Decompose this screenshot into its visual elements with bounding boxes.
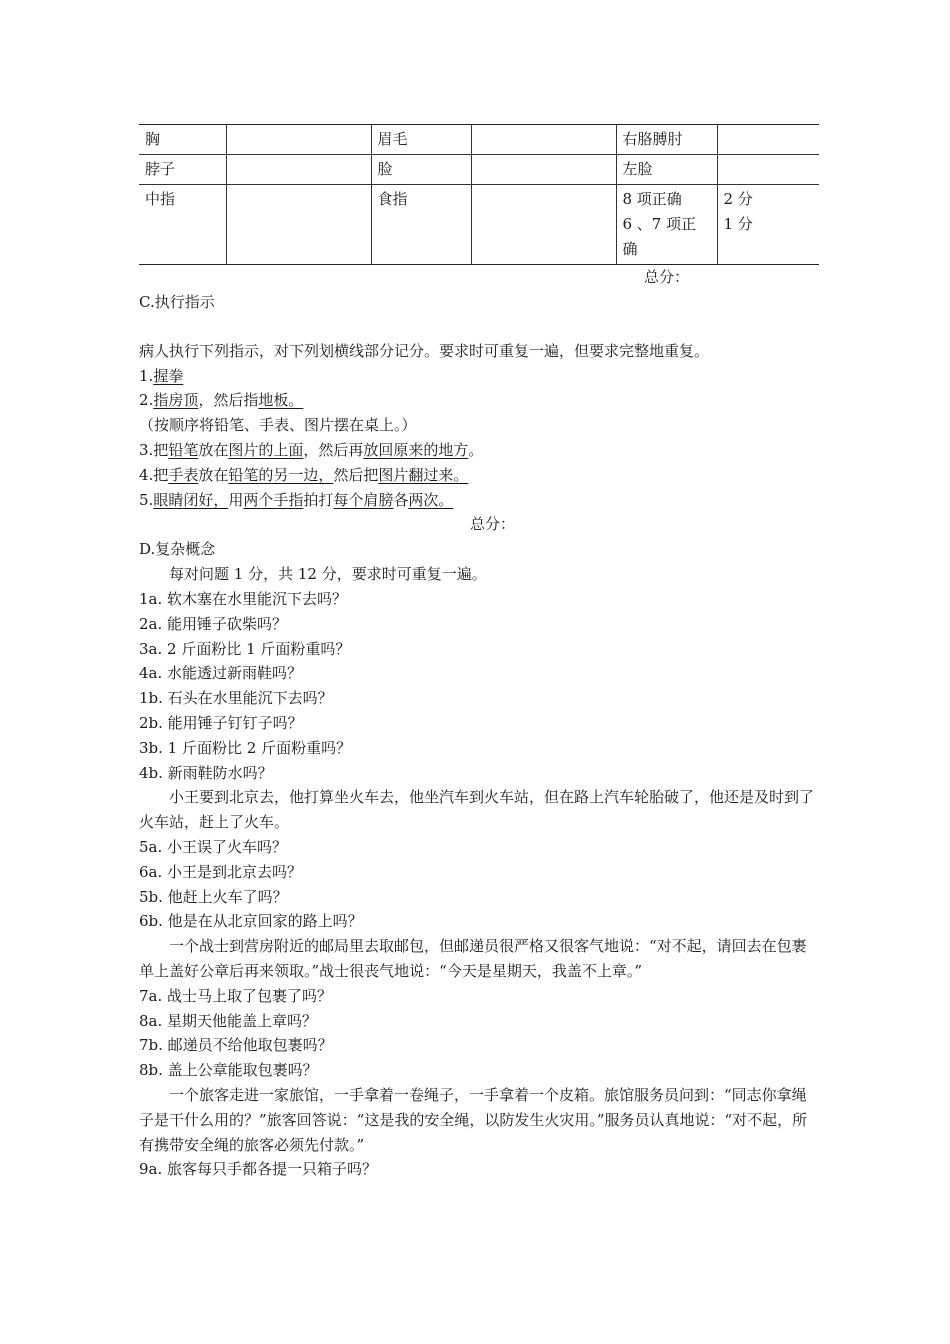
body-part-score-table [139,124,819,265]
instruction-text: 1. [139,366,154,385]
question-item: 4b. 新雨鞋防水吗？ [139,763,273,782]
question-item: 4a. 水能透过新雨鞋吗？ [139,664,303,683]
story-1: 小王要到北京去，他打算坐火车去，他坐汽车到火车站，但在路上汽车轮胎破了，他还是及时到了火车站，赶上了火车。 [139,788,815,832]
table-cell: 右胳膊肘 [616,125,717,155]
table-cell [717,125,819,155]
instruction-item [139,438,819,463]
scored-phrase: 放回原来的地方 [363,440,469,459]
question-item: 7b. 邮递员不给他取包裹吗？ [139,1036,333,1055]
question-item: 1b. 石头在水里能沉下去吗？ [139,689,333,708]
table-total-label: 总分： [643,268,689,286]
instruction-text: 放在 [198,465,229,484]
table-row [139,125,819,155]
scored-phrase: 铅笔 [168,440,199,459]
instruction-item [139,364,819,389]
question-item: 6b. 他是在从北京回家的路上吗？ [139,912,363,931]
instruction-text: 用 [228,490,244,509]
table-cell: 眉毛 [371,125,471,155]
section-d-heading: D.复杂概念 [139,540,216,559]
section-c-total: 总分： [469,515,515,534]
table-row [139,155,819,185]
scored-phrase: 图片的上面 [228,440,304,459]
instruction-text: 。 [468,440,484,459]
question-item: 2a. 能用锤子砍柴吗？ [139,614,288,633]
story-2: 一个战士到营房附近的邮局里去取邮包，但邮递员很严格又很客气地说：“对不起，请回去在包裹单上盖好公章后再来领取。”战士很丧气地说：“今天是星期天，我盖不上章。” [139,937,807,980]
scored-phrase: 指房顶 [153,391,199,410]
scored-phrase: 手表 [168,465,199,484]
table-cell: 胸 [139,125,226,155]
question-item: 8a. 星期天他能盖上章吗？ [139,1011,318,1030]
table-cell [226,125,371,155]
question-group-2 [139,835,819,934]
instruction-text: 放在 [198,440,229,459]
scored-phrase: 图片翻过来。 [378,465,469,484]
table-cell: 2 分 1 分 [717,185,819,265]
section-d-intro: 每对问题 1 分，共 12 分，要求时可重复一遍。 [169,565,487,584]
table-cell [471,155,616,185]
instruction-text: 3.把 [139,440,169,459]
section-c-heading: C.执行指示 [139,293,215,311]
instruction-text: 然后把 [333,465,379,484]
instruction-text: 4.把 [139,465,169,484]
question-group-3 [139,984,819,1083]
scored-phrase: 握拳 [153,366,184,385]
question-item: 6a. 小王是到北京去吗？ [139,862,303,881]
table-cell: 脖子 [139,155,226,185]
table-cell: 8 项正确 6 、7 项正确 [616,185,717,265]
question-group-1 [139,587,819,785]
question-group-4 [139,1157,819,1182]
question-item: 9a. 旅客每只手都各提一只箱子吗？ [139,1160,378,1179]
scored-phrase: 眼睛闭好， [153,490,229,509]
table-cell [471,125,616,155]
instruction-text: 拍打 [303,490,334,509]
table-cell [226,185,371,265]
instruction-item [139,413,819,438]
instruction-text: （按顺序将铅笔、手表、图片摆在桌上。） [139,416,417,435]
question-item: 3a. 2 斤面粉比 1 斤面粉重吗？ [139,639,351,658]
scored-phrase: 两个手指 [243,490,304,509]
instruction-item [139,388,819,413]
table-cell: 中指 [139,185,226,265]
question-item: 3b. 1 斤面粉比 2 斤面粉重吗？ [139,738,352,757]
table-cell: 食指 [371,185,471,265]
table-cell [226,155,371,185]
question-item: 5b. 他赶上火车了吗？ [139,887,288,906]
instruction-text: 5. [139,490,154,509]
instruction-item [139,463,819,488]
table-cell: 脸 [371,155,471,185]
scored-phrase: 每个肩膀 [333,490,394,509]
section-c-instruction: 病人执行下列指示，对下列划横线部分记分。要求时可重复一遍，但要求完整地重复。 [139,341,710,360]
instruction-text: 2. [139,391,154,410]
instruction-item [139,488,819,513]
scored-phrase: 地板。 [258,391,304,410]
instruction-text: 各 [393,490,409,509]
table-cell: 左脸 [616,155,717,185]
question-item: 8b. 盖上公章能取包裹吗？ [139,1061,318,1080]
document-page [139,124,819,1182]
table-cell [471,185,616,265]
table-cell [717,155,819,185]
table-row [139,185,819,265]
story-3: 一个旅客走进一家旅馆，一手拿着一卷绳子，一手拿着一个皮箱。旅馆服务员问到：“同志你拿绳子是干什么用的？”旅客回答说：“这是我的安全绳，以防发生火灾用。”服务员认真地说：“对不起，所有携带安全绳的旅客必须先付款。” [139,1085,808,1154]
question-item: 1a. 软木塞在水里能沉下去吗？ [139,589,348,608]
instruction-text: ，然后指 [198,391,259,410]
instruction-text: ，然后再 [303,440,364,459]
section-c-items [139,364,819,513]
question-item: 5a. 小王误了火车吗？ [139,837,288,856]
scored-phrase: 铅笔的另一边， [228,465,334,484]
question-item: 2b. 能用锤子钉钉子吗？ [139,713,303,732]
question-item: 7a. 战士马上取了包裹了吗？ [139,986,333,1005]
scored-phrase: 两次。 [408,490,454,509]
